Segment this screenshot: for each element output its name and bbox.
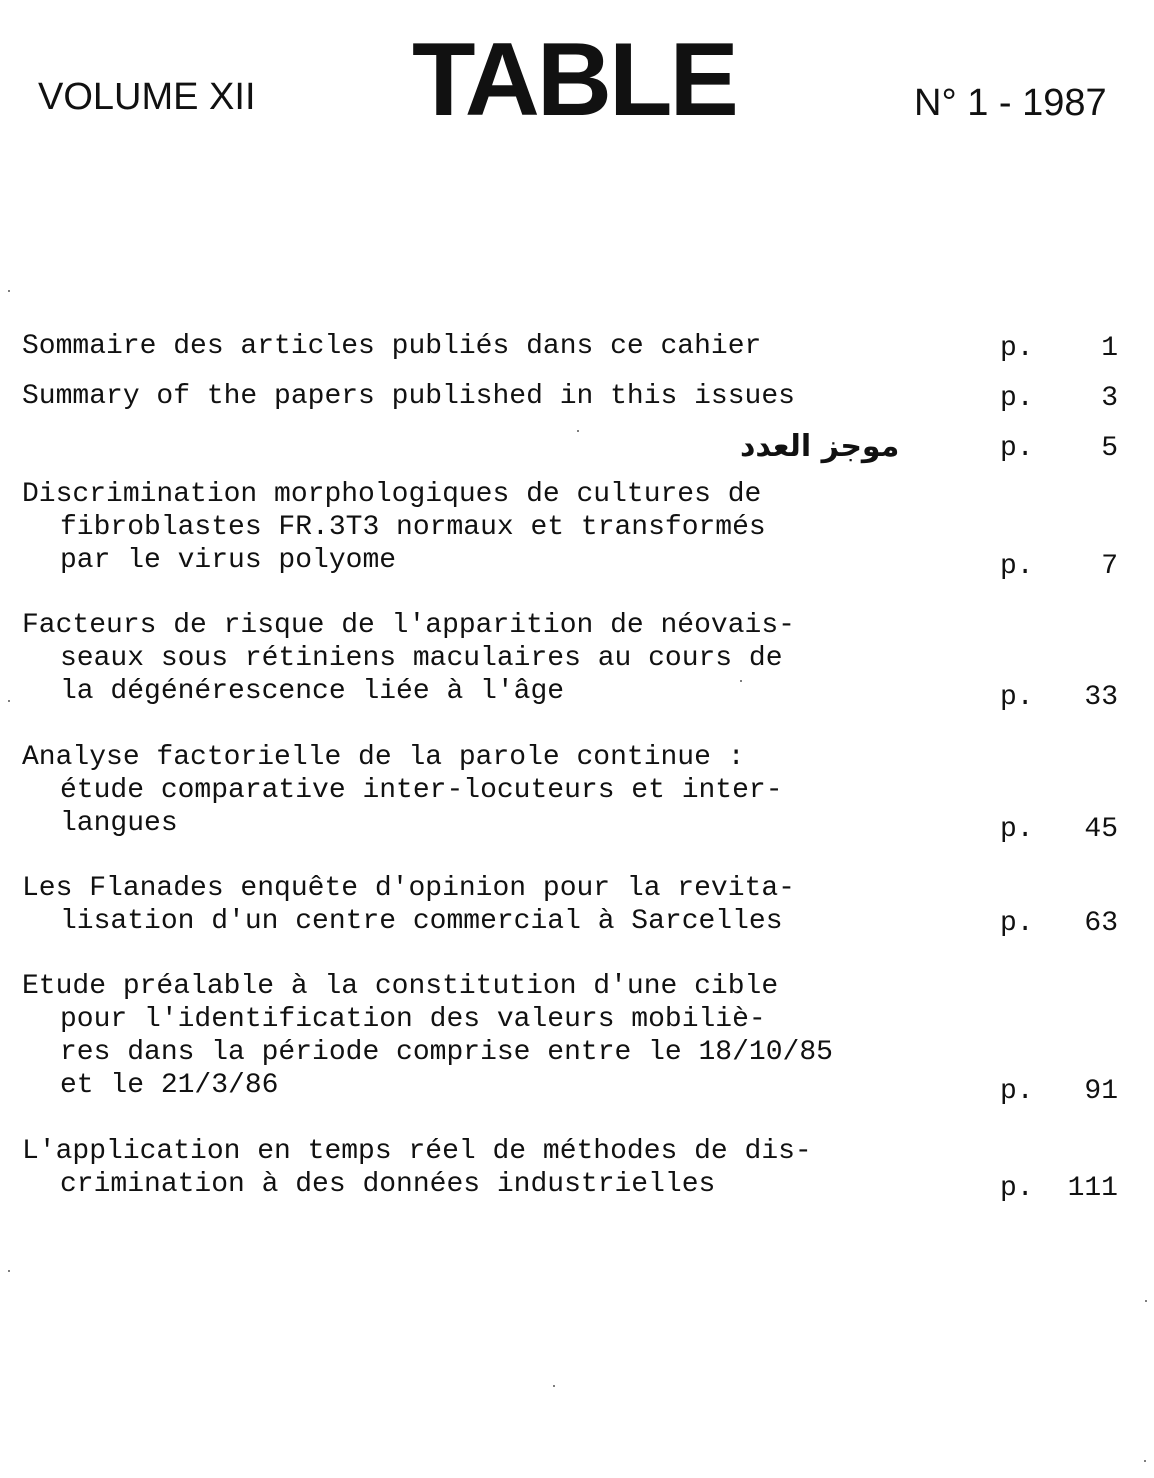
page-label: p. [1000,433,1034,464]
entry-title-line: Discrimination morphologiques de cultures de [22,479,762,510]
entry-title-arabic: موجز العدد [740,429,900,464]
scan-speck [1144,1460,1146,1462]
page-title: TABLE [412,22,736,138]
entry-title-line: par le virus polyome [60,545,397,576]
entry-title-line: Sommaire des articles publiés dans ce cahier [22,331,762,362]
page-ref [1000,681,1118,714]
page-number: 45 [1084,814,1118,845]
entry-title-line: Facteurs de risque de l'apparition de néovais- [22,610,795,641]
page-label: p. [1000,383,1034,414]
entry-title-line: langues [60,808,178,839]
page-label: p. [1000,1173,1034,1204]
scan-speck [553,1385,555,1387]
toc-entry[interactable] [22,970,1132,1107]
scan-speck [8,290,10,292]
page-number: 1 [1101,333,1118,364]
toc-entry[interactable] [22,872,1132,938]
page-number: 91 [1084,1076,1118,1107]
entry-title-line: res dans la période comprise entre le 18/10/85 [60,1037,833,1068]
page-number: 5 [1101,433,1118,464]
entry-title-line: pour l'identification des valeurs mobiliè- [60,1004,766,1035]
page-label: p. [1000,682,1034,713]
toc-entry[interactable] [22,330,1132,363]
toc-entry[interactable] [22,1135,1132,1204]
page-ref [1000,813,1118,846]
entry-title-line: Analyse factorielle de la parole continue : [22,742,745,773]
page-label: p. [1000,1076,1034,1107]
page-ref [1000,432,1118,465]
volume-label: VOLUME XII [38,76,256,118]
page-number: 7 [1101,551,1118,582]
page-label: p. [1000,333,1034,364]
page-ref [1000,1075,1118,1108]
entry-title-line: et le 21/3/86 [60,1070,279,1101]
page-number: 63 [1084,908,1118,939]
entry-title-line: fibroblastes FR.3T3 normaux et transformés [60,512,766,543]
scan-speck [8,700,10,702]
page-label: p. [1000,814,1034,845]
page-number: 3 [1101,383,1118,414]
entry-title-line: la dégénérescence liée à l'âge [60,676,565,707]
page-ref [1000,1172,1118,1205]
entry-title-line: lisation d'un centre commercial à Sarcelles [60,906,783,937]
page-ref [1000,382,1118,415]
entry-title-line: étude comparative inter-locuteurs et inter- [60,775,783,806]
page-ref [1000,332,1118,365]
entry-title-line: seaux sous rétiniens maculaires au cours de [60,643,783,674]
page-ref [1000,550,1118,583]
entry-title-line: Etude préalable à la constitution d'une cible [22,971,779,1002]
toc-entry[interactable] [22,741,1132,845]
toc-entry[interactable] [22,478,1132,582]
entry-title-line: L'application en temps réel de méthodes de dis- [22,1136,812,1167]
page-number: 33 [1084,682,1118,713]
page-label: p. [1000,551,1034,582]
scan-speck [8,1270,10,1272]
entry-title-line: crimination à des données industrielles [60,1169,716,1200]
entry-title-line: Summary of the papers published in this issues [22,381,795,412]
scan-speck [577,430,579,432]
scan-speck [740,680,742,682]
page-label: p. [1000,908,1034,939]
page-ref [1000,907,1118,940]
toc-entry[interactable] [22,430,1132,463]
scan-speck [1145,1300,1147,1302]
entry-title-line: Les Flanades enquête d'opinion pour la revita- [22,873,795,904]
page-number: 111 [1067,1173,1118,1204]
toc-entry[interactable] [22,609,1132,713]
toc-entry[interactable] [22,380,1132,413]
issue-label: N° 1 - 1987 [914,82,1107,124]
